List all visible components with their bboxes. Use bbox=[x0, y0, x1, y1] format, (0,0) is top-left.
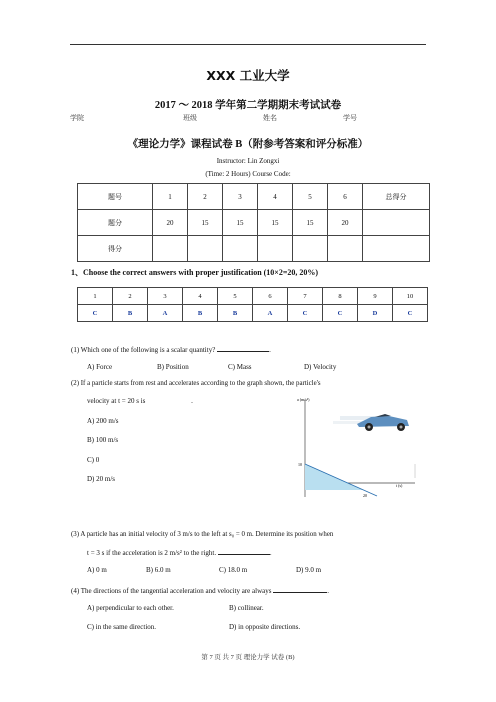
answer-letter: B bbox=[113, 305, 148, 322]
answer-blank[interactable] bbox=[218, 546, 270, 555]
answer-number: 2 bbox=[113, 288, 148, 305]
question-number: 2 bbox=[188, 184, 223, 210]
answer-letter: C bbox=[78, 305, 113, 322]
answer-table bbox=[77, 287, 428, 322]
option: B) collinear. bbox=[229, 604, 264, 612]
score-cell[interactable] bbox=[328, 236, 363, 262]
option: D) Velocity bbox=[304, 363, 337, 371]
answer-number: 4 bbox=[183, 288, 218, 305]
y-axis-label: a (m/s²) bbox=[297, 397, 310, 402]
answer-number: 1 bbox=[78, 288, 113, 305]
question-4: (4) The directions of the tangential acceleration and velocity are always . bbox=[71, 584, 329, 596]
option: D) 20 m/s bbox=[87, 475, 115, 483]
answer-letter: A bbox=[253, 305, 288, 322]
field-college: 学院 bbox=[70, 114, 84, 122]
question-stem: t = 3 s if the acceleration is 2 m/s² to the right. bbox=[87, 549, 217, 557]
score-table bbox=[77, 183, 430, 262]
score-cell[interactable] bbox=[153, 236, 188, 262]
table-row bbox=[78, 288, 428, 305]
answer-letter: C bbox=[393, 305, 428, 322]
points-cell: 15 bbox=[293, 210, 328, 236]
option: A) Force bbox=[87, 363, 113, 371]
instructor: Instructor: Lin Zongxi bbox=[216, 157, 280, 165]
answer-number: 6 bbox=[253, 288, 288, 305]
total-points-cell[interactable] bbox=[363, 210, 430, 236]
points-cell: 15 bbox=[258, 210, 293, 236]
option: C) 18.0 m bbox=[219, 566, 248, 574]
question-number: 6 bbox=[328, 184, 363, 210]
points-cell: 15 bbox=[188, 210, 223, 236]
question-stem: (2) If a particle starts from rest and accelerates according to the graph shown, the particle's bbox=[71, 380, 321, 387]
score-cell[interactable] bbox=[188, 236, 223, 262]
points-cell: 20 bbox=[328, 210, 363, 236]
option: A) 0 m bbox=[87, 566, 107, 574]
total-label: 总得分 bbox=[363, 184, 430, 210]
answer-letter: B bbox=[183, 305, 218, 322]
question-1: (1) Which one of the following is a scalar quantity? . bbox=[71, 343, 271, 355]
section-title: 1、Choose the correct answers with proper justification (10×2=20, 20%) bbox=[71, 268, 319, 277]
option: A) perpendicular to each other. bbox=[87, 604, 174, 612]
option: C) Mass bbox=[228, 363, 252, 371]
question-2-line2: velocity at t = 20 s is . bbox=[87, 397, 193, 405]
y-tick-label: 10 bbox=[298, 462, 302, 467]
x-tick-label: 20 bbox=[363, 493, 367, 498]
answer-letter: C bbox=[323, 305, 358, 322]
answer-number: 9 bbox=[358, 288, 393, 305]
answer-letter: B bbox=[218, 305, 253, 322]
exam-time: (Time: 2 Hours) Course Code: bbox=[205, 170, 291, 178]
points-cell: 20 bbox=[153, 210, 188, 236]
option: C) in the same direction. bbox=[87, 623, 157, 631]
table-row bbox=[78, 236, 430, 262]
question-number: 5 bbox=[293, 184, 328, 210]
exam-term: 2017 ～ 2018 学年第二学期期末考试试卷 bbox=[154, 100, 342, 111]
option: B) 100 m/s bbox=[87, 436, 119, 444]
answer-blank[interactable] bbox=[147, 395, 191, 403]
field-class: 班级 bbox=[183, 114, 197, 122]
field-name: 姓名 bbox=[263, 114, 277, 122]
option: A) 200 m/s bbox=[87, 417, 119, 425]
question-stem: (4) The directions of the tangential acceleration and velocity are always bbox=[71, 587, 272, 595]
answer-blank[interactable] bbox=[217, 343, 269, 352]
option: B) 6.0 m bbox=[146, 566, 171, 574]
page-footer: 第 7 页 共 7 页 理论力学 试卷 (B) bbox=[201, 654, 295, 661]
acceleration-graph bbox=[285, 392, 425, 502]
row-label: 得分 bbox=[78, 236, 153, 262]
answer-number: 3 bbox=[148, 288, 183, 305]
total-score-cell[interactable] bbox=[363, 236, 430, 262]
question-stem: (3) A particle has an initial velocity of 3 m/s to the left at s₀ = 0 m. Determine its position when bbox=[71, 531, 334, 538]
answer-letter: C bbox=[288, 305, 323, 322]
answer-number: 8 bbox=[323, 288, 358, 305]
option: B) Position bbox=[157, 363, 189, 371]
question-number: 1 bbox=[153, 184, 188, 210]
answer-letter: D bbox=[358, 305, 393, 322]
question-3-line2: t = 3 s if the acceleration is 2 m/s² to the right. . bbox=[87, 546, 272, 558]
question-number: 4 bbox=[258, 184, 293, 210]
answer-number: 5 bbox=[218, 288, 253, 305]
x-axis-label: t (s) bbox=[396, 483, 403, 488]
question-stem: (1) Which one of the following is a scalar quantity? bbox=[71, 346, 216, 354]
answer-number: 10 bbox=[393, 288, 428, 305]
score-cell[interactable] bbox=[293, 236, 328, 262]
question-stem: velocity at t = 20 s is bbox=[87, 397, 146, 405]
header-rule bbox=[70, 44, 426, 45]
option: C) 0 bbox=[87, 456, 100, 464]
field-student-id: 学号 bbox=[343, 114, 357, 122]
answer-number: 7 bbox=[288, 288, 323, 305]
row-label: 题号 bbox=[78, 184, 153, 210]
score-cell[interactable] bbox=[258, 236, 293, 262]
university-name: XXX 工业大学 bbox=[206, 68, 290, 83]
answer-blank[interactable] bbox=[273, 584, 327, 593]
option: D) in opposite directions. bbox=[229, 623, 301, 631]
question-number: 3 bbox=[223, 184, 258, 210]
score-cell[interactable] bbox=[223, 236, 258, 262]
table-row bbox=[78, 210, 430, 236]
option: D) 9.0 m bbox=[296, 566, 322, 574]
table-row bbox=[78, 305, 428, 322]
table-row bbox=[78, 184, 430, 210]
row-label: 题分 bbox=[78, 210, 153, 236]
points-cell: 15 bbox=[223, 210, 258, 236]
course-title: 《理论力学》课程试卷 B（附参考答案和评分标准） bbox=[127, 139, 369, 150]
answer-letter: A bbox=[148, 305, 183, 322]
